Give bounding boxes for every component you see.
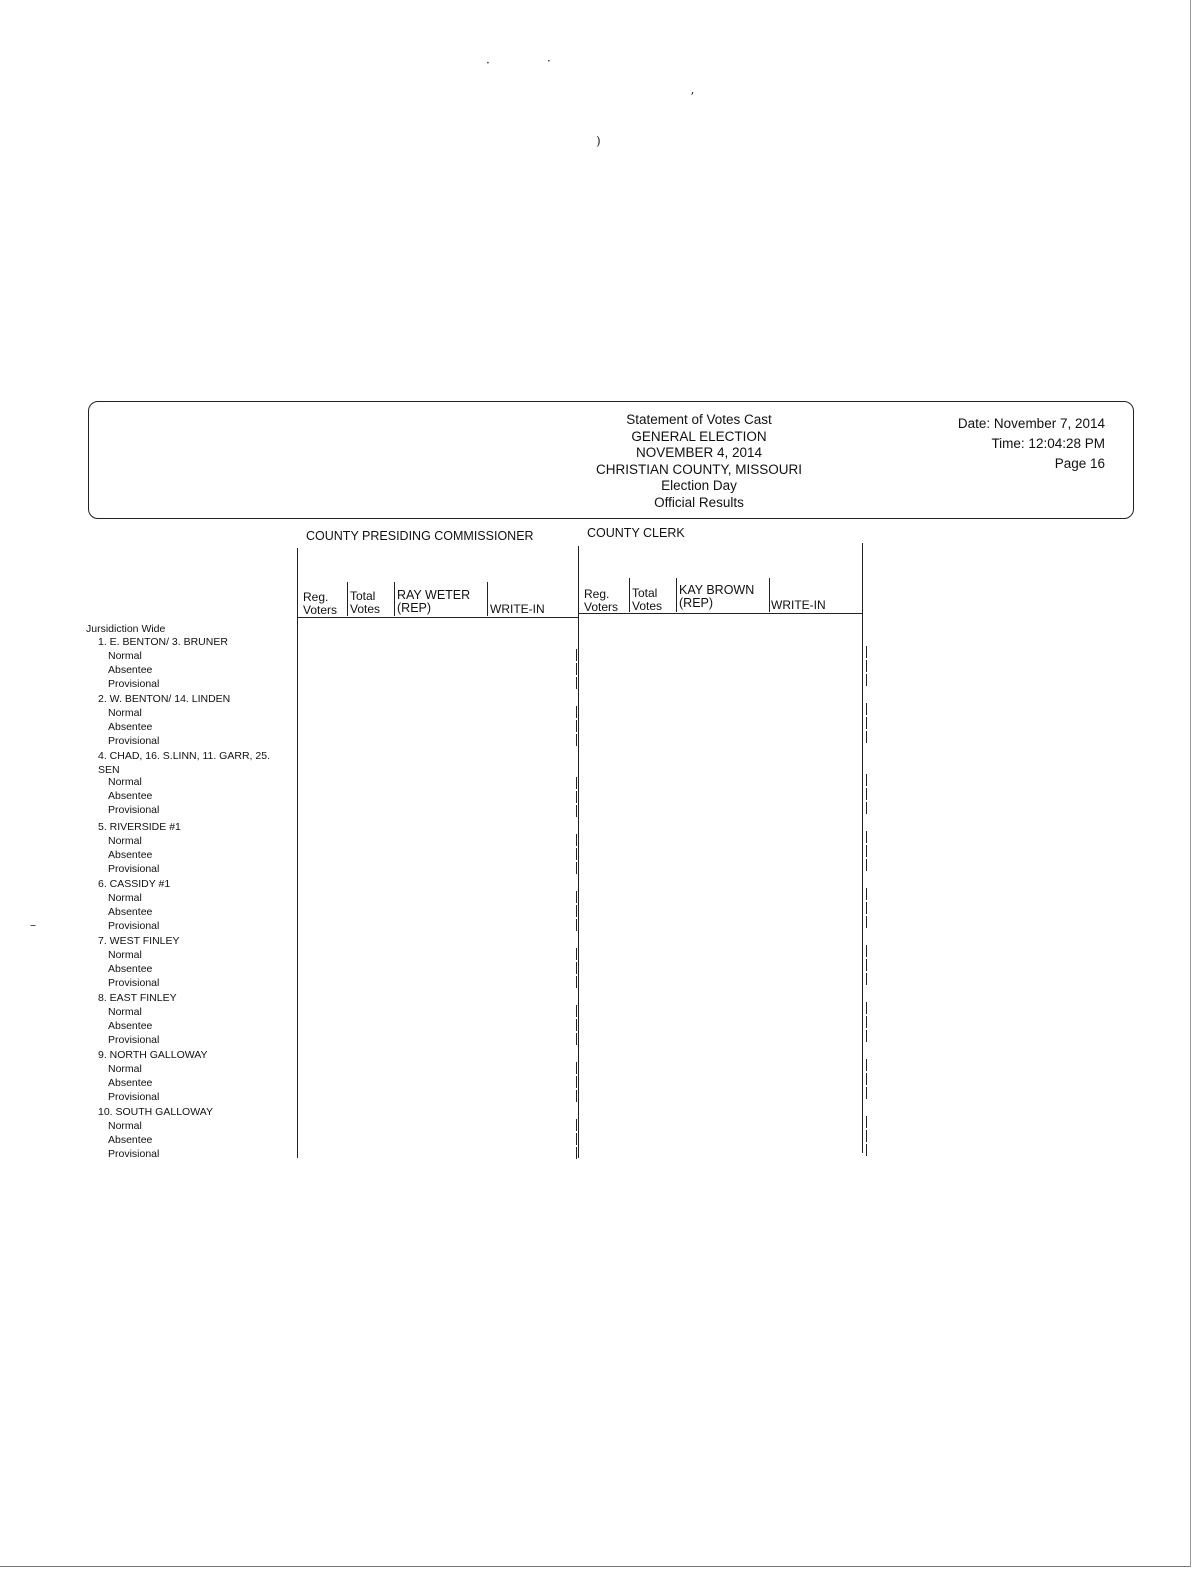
row-tick <box>576 706 577 718</box>
vote-type-label: Absentee <box>108 849 153 861</box>
header-divider <box>769 578 770 612</box>
row-tick <box>576 1005 577 1017</box>
precinct-name: 1. E. BENTON/ 3. BRUNER <box>98 636 228 648</box>
row-tick <box>866 1030 867 1042</box>
col-reg-voters <box>303 591 337 617</box>
vote-type-label: Absentee <box>108 1020 153 1032</box>
row-tick <box>866 1116 867 1128</box>
col-candidate <box>679 584 754 610</box>
contest-title-commissioner: COUNTY PRESIDING COMMISSIONER <box>306 529 534 543</box>
title-line: NOVEMBER 4, 2014 <box>635 445 763 460</box>
row-tick <box>576 962 577 974</box>
vote-type-label: Provisional <box>108 678 160 690</box>
precinct-name: SEN <box>98 764 120 776</box>
row-tick <box>576 862 577 874</box>
title-line: GENERAL ELECTION <box>631 428 767 444</box>
title-line: Official Results <box>654 494 744 510</box>
title-line: Election Day <box>661 478 737 493</box>
precinct-name: 5. RIVERSIDE #1 <box>98 821 181 833</box>
report-date: Date: November 7, 2014 <box>957 416 1105 431</box>
scan-speck: · <box>486 56 490 70</box>
row-tick <box>866 731 867 743</box>
row-tick <box>866 959 867 971</box>
row-tick <box>576 1019 577 1031</box>
page-number: Page 16 <box>1054 456 1105 471</box>
vote-type-label: Provisional <box>108 977 160 989</box>
row-tick <box>866 1016 867 1028</box>
row-tick <box>576 1062 577 1074</box>
row-tick <box>866 1130 867 1142</box>
header-underline <box>298 617 578 618</box>
row-tick <box>866 859 867 871</box>
precinct-name: 2. W. BENTON/ 14. LINDEN <box>98 693 231 705</box>
row-tick <box>576 891 577 903</box>
vote-type-label: Provisional <box>108 735 160 747</box>
row-tick <box>866 1002 867 1014</box>
row-tick <box>576 905 577 917</box>
vote-type-label: Provisional <box>108 804 160 816</box>
vote-type-label: Normal <box>108 835 142 847</box>
scan-speck: – <box>30 918 36 932</box>
row-tick <box>866 916 867 928</box>
col-reg-voters <box>584 588 618 614</box>
row-tick <box>576 663 577 675</box>
contest-title-clerk: COUNTY CLERK <box>587 526 685 540</box>
row-tick <box>576 919 577 931</box>
row-tick <box>866 646 867 658</box>
col-reg-line1: Reg. <box>303 590 329 604</box>
candidate-party: (REP) <box>397 601 432 615</box>
report-header <box>88 401 1134 519</box>
header-divider <box>676 578 677 612</box>
row-tick <box>866 674 867 686</box>
col-write-in: WRITE-IN <box>490 602 545 616</box>
vote-type-label: Normal <box>108 776 142 788</box>
row-tick <box>866 1073 867 1085</box>
row-tick <box>866 945 867 957</box>
row-tick <box>866 831 867 843</box>
row-tick <box>576 734 577 746</box>
vote-type-label: Normal <box>108 1063 142 1075</box>
header-divider <box>629 578 630 612</box>
jurisdiction-label: Jursidiction Wide <box>86 623 166 635</box>
row-tick <box>866 703 867 715</box>
row-tick <box>866 973 867 985</box>
col-reg-line2: Voters <box>303 603 338 617</box>
row-tick <box>576 791 577 803</box>
table-divider <box>297 548 298 1158</box>
candidate-name: RAY WETER <box>397 588 471 602</box>
vote-type-label: Absentee <box>108 664 153 676</box>
vote-type-label: Normal <box>108 949 142 961</box>
col-reg-line1: Reg. <box>584 587 610 601</box>
vote-type-label: Normal <box>108 707 142 719</box>
col-candidate <box>397 589 470 615</box>
col-write-in: WRITE-IN <box>771 598 826 612</box>
vote-type-label: Absentee <box>108 906 153 918</box>
row-tick <box>866 888 867 900</box>
candidate-party: (REP) <box>679 596 714 610</box>
report-meta <box>958 414 1105 474</box>
vote-type-label: Absentee <box>108 963 153 975</box>
row-tick <box>866 660 867 672</box>
row-tick <box>866 1144 867 1156</box>
header-divider <box>394 582 395 616</box>
col-reg-line2: Voters <box>584 600 619 614</box>
vote-type-label: Provisional <box>108 863 160 875</box>
vote-type-label: Provisional <box>108 1034 160 1046</box>
precinct-name: 6. CASSIDY #1 <box>98 878 171 890</box>
row-tick <box>576 1076 577 1088</box>
header-underline <box>579 613 862 614</box>
report-title <box>529 412 869 511</box>
row-tick <box>866 802 867 814</box>
precinct-name: 8. EAST FINLEY <box>98 992 177 1004</box>
precinct-name: 4. CHAD, 16. S.LINN, 11. GARR, 25. <box>98 750 270 762</box>
table-divider <box>578 546 579 1158</box>
row-tick <box>866 902 867 914</box>
vote-type-label: Absentee <box>108 1134 153 1146</box>
row-tick <box>576 834 577 846</box>
scan-speck: ʼ <box>690 90 694 104</box>
vote-type-label: Normal <box>108 1120 142 1132</box>
precinct-name: 10. SOUTH GALLOWAY <box>98 1106 213 1118</box>
vote-type-label: Provisional <box>108 1091 160 1103</box>
col-total-line1: Total <box>632 586 658 600</box>
vote-type-label: Absentee <box>108 790 153 802</box>
row-tick <box>866 788 867 800</box>
scan-speck: ) <box>596 134 601 148</box>
vote-type-label: Absentee <box>108 721 153 733</box>
row-tick <box>576 848 577 860</box>
row-tick <box>576 649 577 661</box>
row-tick <box>866 1087 867 1099</box>
row-tick <box>866 717 867 729</box>
row-tick <box>576 1147 577 1159</box>
row-tick <box>576 677 577 689</box>
row-tick <box>576 948 577 960</box>
vote-type-label: Normal <box>108 1006 142 1018</box>
vote-type-label: Provisional <box>108 1148 160 1160</box>
row-tick <box>866 1059 867 1071</box>
header-divider <box>487 582 488 616</box>
row-tick <box>866 845 867 857</box>
col-total-line1: Total <box>350 589 376 603</box>
col-total-votes <box>350 590 380 616</box>
row-tick <box>576 1033 577 1045</box>
table-divider <box>862 543 863 1153</box>
row-tick <box>576 976 577 988</box>
title-line: Statement of Votes Cast <box>626 412 772 427</box>
row-tick <box>576 805 577 817</box>
header-divider <box>347 582 348 616</box>
col-total-line2: Votes <box>632 599 663 613</box>
vote-type-label: Absentee <box>108 1077 153 1089</box>
col-total-votes <box>632 587 662 613</box>
vote-type-label: Normal <box>108 650 142 662</box>
row-tick <box>576 777 577 789</box>
row-tick <box>866 774 867 786</box>
title-line: CHRISTIAN COUNTY, MISSOURI <box>595 461 803 477</box>
precinct-name: 9. NORTH GALLOWAY <box>98 1049 208 1061</box>
row-tick <box>576 720 577 732</box>
scan-speck: · <box>547 54 551 68</box>
col-total-line2: Votes <box>350 602 381 616</box>
row-tick <box>576 1090 577 1102</box>
row-tick <box>576 1119 577 1131</box>
candidate-name: KAY BROWN <box>679 583 755 597</box>
row-tick <box>576 1133 577 1145</box>
vote-type-label: Normal <box>108 892 142 904</box>
vote-type-label: Provisional <box>108 920 160 932</box>
report-time: Time: 12:04:28 PM <box>991 436 1105 451</box>
precinct-name: 7. WEST FINLEY <box>98 935 180 947</box>
